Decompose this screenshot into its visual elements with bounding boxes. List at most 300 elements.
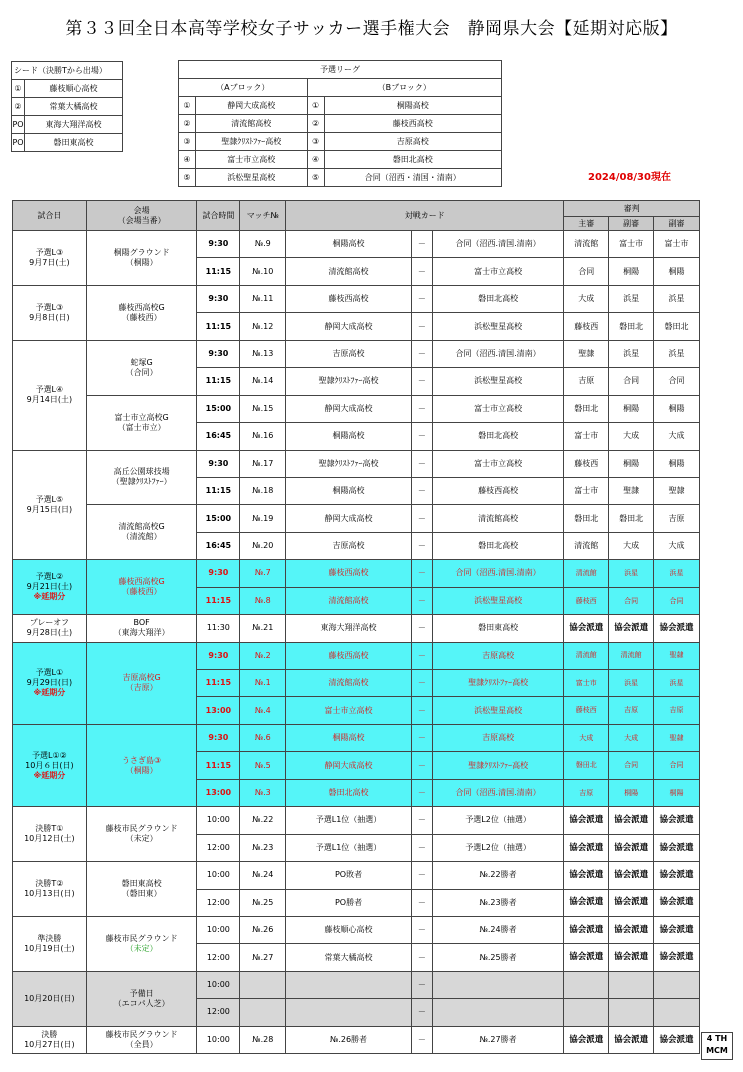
assistant-referee: 桐陽	[654, 779, 700, 806]
versus-dash-text: －	[417, 1034, 426, 1044]
referee-assoc: 協会派遣	[654, 889, 700, 916]
match-date-line: 決勝	[41, 1029, 58, 1039]
match-date-cell	[13, 724, 87, 806]
venue-duty: （吉原）	[125, 683, 158, 693]
match-date-cell	[13, 916, 87, 971]
away-team: 合同（沼西.清国.清南）	[432, 340, 564, 367]
match-row	[13, 450, 700, 477]
seed-mark: ①	[12, 80, 25, 98]
seed-team: 藤枝順心高校	[25, 80, 123, 98]
versus-dash	[411, 395, 432, 422]
versus-dash-text: －	[417, 952, 426, 962]
block-a-team: 静岡大成高校	[196, 97, 308, 115]
kickoff-time: 12:00	[197, 944, 240, 971]
kickoff-time: 11:15	[197, 670, 240, 697]
assistant-referee: 合同	[654, 587, 700, 614]
main-referee: 富士市	[564, 423, 609, 450]
kickoff-time: 11:15	[197, 477, 240, 504]
venue-cell	[86, 615, 197, 642]
match-row	[13, 862, 700, 889]
match-number: №.7	[240, 560, 286, 587]
home-team: 予選L1位（抽選）	[286, 807, 412, 834]
versus-dash-text: －	[417, 897, 426, 907]
assistant-referee: 桐陽	[609, 779, 654, 806]
match-row	[13, 285, 700, 312]
main-referee: 藤枝西	[564, 450, 609, 477]
match-date-cell	[13, 450, 87, 560]
away-team: 吉原高校	[432, 642, 564, 669]
versus-dash-text: －	[417, 321, 426, 331]
venue-duty: （藤枝西）	[121, 587, 162, 597]
kickoff-time: 10:00	[197, 862, 240, 889]
match-date-line: プレーオフ	[29, 618, 70, 628]
header-asst-ref: 副審	[654, 217, 700, 231]
seed-header: シード（決勝Tから出場）	[12, 62, 123, 80]
assistant-referee: 吉原	[654, 505, 700, 532]
versus-dash	[411, 999, 432, 1026]
versus-dash-text: －	[417, 760, 426, 770]
versus-dash	[411, 724, 432, 751]
assistant-referee: 桐陽	[654, 450, 700, 477]
venue-name: 清流館高校G	[118, 522, 165, 532]
match-date-line: 10月13日(日)	[24, 889, 75, 898]
away-team	[432, 971, 564, 998]
versus-dash-text: －	[417, 486, 426, 496]
assistant-referee: 桐陽	[654, 395, 700, 422]
assistant-referee: 合同	[609, 368, 654, 395]
assistant-referee: 聖隷	[654, 724, 700, 751]
match-number: №.5	[240, 752, 286, 779]
postponed-note: ※延期分	[33, 770, 66, 780]
venue-name: 藤枝市民グラウンド	[105, 933, 178, 943]
away-team: 聖隷ｸﾘｽﾄﾌｧｰ高校	[432, 752, 564, 779]
seed-mark: PO	[12, 116, 25, 134]
match-number: №.27	[240, 944, 286, 971]
match-row	[13, 916, 700, 943]
referee-assoc: 協会派遣	[609, 889, 654, 916]
assistant-referee: 桐陽	[654, 258, 700, 285]
header-date: 試合日	[13, 201, 87, 231]
referee-assoc: 協会派遣	[609, 944, 654, 971]
versus-dash	[411, 862, 432, 889]
kickoff-time: 15:00	[197, 505, 240, 532]
home-team: 吉原高校	[286, 532, 412, 559]
venue-cell	[86, 285, 197, 340]
versus-dash	[411, 532, 432, 559]
seed-mark: ②	[12, 98, 25, 116]
main-referee: 磐田北	[564, 395, 609, 422]
main-referee: 清流館	[564, 532, 609, 559]
versus-dash	[411, 368, 432, 395]
venue-cell	[86, 340, 197, 395]
match-number: №.8	[240, 587, 286, 614]
match-number: №.26	[240, 916, 286, 943]
versus-dash	[411, 313, 432, 340]
match-row	[13, 340, 700, 367]
match-row	[13, 615, 700, 642]
away-team: 富士市立高校	[432, 258, 564, 285]
match-number: №.3	[240, 779, 286, 806]
away-team: 浜松聖星高校	[432, 697, 564, 724]
venue-cell	[86, 642, 197, 724]
versus-dash-text: －	[417, 705, 426, 715]
versus-dash	[411, 423, 432, 450]
venue-name: BOF	[133, 618, 150, 628]
main-referee: 磐田北	[564, 505, 609, 532]
away-team: 予選L2位（抽選）	[432, 834, 564, 861]
match-row	[13, 395, 700, 422]
away-team: 合同（沼西.清国.清南）	[432, 779, 564, 806]
assistant-referee: 富士市	[654, 231, 700, 258]
home-team: 桐陽高校	[286, 423, 412, 450]
referee-assoc: 協会派遣	[609, 807, 654, 834]
block-b-header: （Bブロック）	[307, 79, 501, 97]
home-team: №.26勝者	[286, 1026, 412, 1053]
home-team	[286, 971, 412, 998]
postponed-note: ※延期分	[33, 592, 66, 602]
venue-duty: （磐田東）	[121, 889, 162, 898]
home-team: 聖隷ｸﾘｽﾄﾌｧｰ高校	[286, 368, 412, 395]
venue-cell	[86, 231, 197, 286]
match-date-line: 9月15日(日)	[26, 504, 73, 514]
match-number: №.24	[240, 862, 286, 889]
assistant-referee: 大成	[609, 532, 654, 559]
match-date-line: 10月12日(土)	[24, 834, 75, 844]
match-date-line: 予選L④	[35, 385, 64, 395]
assistant-referee: 大成	[654, 532, 700, 559]
match-row	[13, 231, 700, 258]
block-a-team: 浜松聖星高校	[196, 169, 308, 187]
as-of-date: 2024/08/30現在	[588, 172, 671, 183]
home-team: 藤枝西高校	[286, 285, 412, 312]
match-row	[13, 724, 700, 751]
kickoff-time: 16:45	[197, 532, 240, 559]
kickoff-time: 11:15	[197, 587, 240, 614]
away-team: 予選L2位（抽選）	[432, 807, 564, 834]
assistant-referee: 聖隷	[609, 477, 654, 504]
versus-dash	[411, 642, 432, 669]
header-venue-label: 会場	[133, 205, 150, 215]
home-team: 吉原高校	[286, 340, 412, 367]
assistant-referee: 浜星	[654, 285, 700, 312]
versus-dash-text: －	[417, 568, 426, 578]
venue-cell	[86, 724, 197, 806]
match-number: №.11	[240, 285, 286, 312]
referee-assoc: 協会派遣	[654, 615, 700, 642]
main-referee	[564, 971, 609, 998]
match-number: №.21	[240, 615, 286, 642]
versus-dash	[411, 587, 432, 614]
seed-table	[11, 61, 123, 152]
versus-dash	[411, 807, 432, 834]
assistant-referee: 富士市	[609, 231, 654, 258]
match-date-cell	[13, 971, 87, 1026]
home-team: 静岡大成高校	[286, 505, 412, 532]
versus-dash-text: －	[417, 513, 426, 523]
venue-name: 桐陽グラウンド	[113, 247, 170, 257]
home-team: 清流館高校	[286, 670, 412, 697]
versus-dash	[411, 560, 432, 587]
kickoff-time: 16:45	[197, 423, 240, 450]
home-team: PO敗者	[286, 862, 412, 889]
block-b-team: 吉原高校	[324, 133, 501, 151]
referee-assoc: 協会派遣	[654, 862, 700, 889]
match-number: №.18	[240, 477, 286, 504]
venue-name: 蛇塚G	[130, 357, 153, 367]
match-number: №.16	[240, 423, 286, 450]
assistant-referee: 浜星	[654, 670, 700, 697]
away-team: 清流館高校	[432, 505, 564, 532]
block-a-header: （Aブロック）	[179, 79, 308, 97]
match-date-cell	[13, 560, 87, 615]
venue-duty: （桐陽）	[125, 765, 158, 775]
match-row	[13, 1026, 700, 1053]
main-referee: 富士市	[564, 670, 609, 697]
home-team: 静岡大成高校	[286, 752, 412, 779]
match-row	[13, 807, 700, 834]
versus-dash-text: －	[417, 733, 426, 743]
match-date-line: 決勝T②	[35, 879, 64, 888]
versus-dash-text: －	[417, 623, 426, 633]
header-main-ref: 主審	[564, 217, 609, 231]
assistant-referee: 聖隷	[654, 477, 700, 504]
kickoff-time: 13:00	[197, 697, 240, 724]
away-team: 磐田北高校	[432, 423, 564, 450]
assistant-referee: 合同	[609, 587, 654, 614]
block-b-team: 藤枝西高校	[324, 115, 501, 133]
versus-dash	[411, 477, 432, 504]
match-date-line: 10月６日(日)	[25, 760, 74, 770]
main-referee: 清流館	[564, 642, 609, 669]
main-referee: 大成	[564, 724, 609, 751]
home-team: 桐陽高校	[286, 477, 412, 504]
home-team: PO勝者	[286, 889, 412, 916]
referee-assoc: 協会派遣	[654, 944, 700, 971]
league-mark: ③	[179, 133, 196, 151]
main-referee: 聖隷	[564, 340, 609, 367]
venue-cell	[86, 862, 197, 917]
away-team: 磐田東高校	[432, 615, 564, 642]
venue-name: 藤枝西高校G	[118, 577, 165, 587]
referee-assoc: 協会派遣	[609, 916, 654, 943]
match-date-line: 9月8日(日)	[29, 312, 70, 322]
home-team: 東海大翔洋高校	[286, 615, 412, 642]
home-team: 藤枝西高校	[286, 560, 412, 587]
main-referee: 合同	[564, 258, 609, 285]
main-referee: 磐田北	[564, 752, 609, 779]
postponed-note: ※延期分	[33, 688, 66, 698]
league-mark: ①	[307, 97, 324, 115]
versus-dash-text: －	[417, 458, 426, 468]
corner-note-line: MCM	[706, 1046, 728, 1055]
kickoff-time: 10:00	[197, 971, 240, 998]
kickoff-time: 9:30	[197, 450, 240, 477]
match-date-line: 9月28日(土)	[26, 628, 73, 638]
assistant-referee: 浜星	[609, 670, 654, 697]
assistant-referee	[654, 971, 700, 998]
assistant-referee: 合同	[609, 752, 654, 779]
match-date-cell	[13, 615, 87, 642]
referee-assoc: 協会派遣	[564, 944, 609, 971]
assistant-referee: 合同	[654, 368, 700, 395]
schedule-table	[12, 200, 700, 1054]
versus-dash	[411, 285, 432, 312]
header-venue	[86, 201, 197, 231]
assistant-referee	[654, 999, 700, 1026]
assistant-referee: 浜星	[609, 285, 654, 312]
match-date-cell	[13, 807, 87, 862]
referee-assoc: 協会派遣	[609, 615, 654, 642]
away-team: 吉原高校	[432, 724, 564, 751]
match-number: №.15	[240, 395, 286, 422]
away-team: №.22勝者	[432, 862, 564, 889]
match-number: №.22	[240, 807, 286, 834]
header-card: 対戦カード	[286, 201, 564, 231]
league-mark: ②	[307, 115, 324, 133]
away-team: 合同（沼西.清国.清南）	[432, 560, 564, 587]
venue-cell	[86, 916, 197, 971]
referee-assoc: 協会派遣	[654, 1026, 700, 1053]
match-number: №.10	[240, 258, 286, 285]
assistant-referee: 浜星	[609, 560, 654, 587]
match-date-line: 予選L①	[35, 668, 64, 678]
versus-dash	[411, 258, 432, 285]
main-referee: 清流館	[564, 560, 609, 587]
away-team: 磐田北高校	[432, 532, 564, 559]
venue-name: 富士市立高校G	[114, 412, 169, 422]
away-team: №.23勝者	[432, 889, 564, 916]
match-row	[13, 505, 700, 532]
home-team: 桐陽高校	[286, 724, 412, 751]
away-team	[432, 999, 564, 1026]
kickoff-time: 11:15	[197, 313, 240, 340]
referee-assoc: 協会派遣	[564, 889, 609, 916]
match-number: №.23	[240, 834, 286, 861]
kickoff-time: 10:00	[197, 916, 240, 943]
home-team: 清流館高校	[286, 587, 412, 614]
home-team: 藤枝西高校	[286, 642, 412, 669]
assistant-referee: 大成	[609, 724, 654, 751]
versus-dash-text: －	[417, 431, 426, 441]
venue-cell	[86, 1026, 197, 1053]
match-number	[240, 999, 286, 1026]
match-date-line: 予選L⑤	[35, 494, 64, 504]
home-team: 清流館高校	[286, 258, 412, 285]
assistant-referee: 磐田北	[654, 313, 700, 340]
referee-assoc: 協会派遣	[564, 862, 609, 889]
assistant-referee: 桐陽	[609, 258, 654, 285]
referee-assoc: 協会派遣	[564, 807, 609, 834]
match-date-cell	[13, 862, 87, 917]
versus-dash	[411, 971, 432, 998]
versus-dash	[411, 834, 432, 861]
referee-assoc: 協会派遣	[564, 834, 609, 861]
assistant-referee: 磐田北	[609, 313, 654, 340]
versus-dash	[411, 340, 432, 367]
league-mark: ④	[179, 151, 196, 169]
league-mark: ③	[307, 133, 324, 151]
match-number: №.6	[240, 724, 286, 751]
main-referee: 富士市	[564, 477, 609, 504]
seed-team: 常葉大橘高校	[25, 98, 123, 116]
venue-name: 藤枝西高校G	[118, 302, 165, 312]
kickoff-time: 15:00	[197, 395, 240, 422]
versus-dash-text: －	[417, 925, 426, 935]
match-date-cell	[13, 642, 87, 724]
assistant-referee: 浜星	[654, 340, 700, 367]
venue-duty: （桐陽）	[125, 257, 158, 267]
versus-dash	[411, 697, 432, 724]
corner-note	[701, 1032, 733, 1060]
kickoff-time: 9:30	[197, 231, 240, 258]
venue-cell	[86, 505, 197, 560]
header-referee: 審判	[564, 201, 700, 217]
venue-duty: （藤枝西）	[121, 312, 162, 322]
seed-mark: PO	[12, 134, 25, 152]
away-team: 浜松聖星高校	[432, 313, 564, 340]
match-date-cell	[13, 340, 87, 450]
match-number: №.17	[240, 450, 286, 477]
corner-note-line: 4 TH	[706, 1034, 728, 1043]
match-date-line: 予選L③	[35, 247, 64, 257]
main-referee: 藤枝西	[564, 313, 609, 340]
assistant-referee: 大成	[654, 423, 700, 450]
match-date-line: 10月19日(土)	[24, 943, 75, 953]
main-referee	[564, 999, 609, 1026]
venue-name: うさぎ島③	[122, 755, 162, 765]
home-team: 桐陽高校	[286, 231, 412, 258]
kickoff-time: 12:00	[197, 999, 240, 1026]
match-number: №.1	[240, 670, 286, 697]
match-number: №.25	[240, 889, 286, 916]
venue-name: 藤枝市民グラウンド	[105, 1029, 178, 1039]
league-header: 予選リーグ	[179, 61, 502, 79]
versus-dash	[411, 944, 432, 971]
kickoff-time: 12:00	[197, 889, 240, 916]
match-date-cell	[13, 231, 87, 286]
match-date-line: 9月29日(日)	[26, 678, 73, 688]
assistant-referee: 桐陽	[609, 450, 654, 477]
versus-dash	[411, 779, 432, 806]
versus-dash	[411, 916, 432, 943]
league-table	[178, 60, 502, 187]
versus-dash-text: －	[417, 348, 426, 358]
home-team: 静岡大成高校	[286, 313, 412, 340]
assistant-referee	[609, 999, 654, 1026]
versus-dash-text: －	[417, 403, 426, 413]
header-asst-ref: 副審	[609, 217, 654, 231]
home-team	[286, 999, 412, 1026]
venue-duty: （エコパ人芝）	[113, 998, 170, 1008]
referee-assoc: 協会派遣	[654, 807, 700, 834]
venue-name: 吉原高校G	[122, 673, 161, 683]
match-date-line: 予選L②	[35, 572, 64, 582]
block-b-team: 合同（沼西・清国・清南）	[324, 169, 501, 187]
versus-dash-text: －	[417, 980, 426, 990]
match-date-line: 決勝T①	[35, 824, 64, 834]
venue-duty: （未定）	[125, 834, 158, 844]
referee-assoc: 協会派遣	[654, 834, 700, 861]
match-row	[13, 971, 700, 998]
assistant-referee: 浜星	[609, 340, 654, 367]
kickoff-time: 11:15	[197, 368, 240, 395]
kickoff-time: 11:30	[197, 615, 240, 642]
referee-assoc: 協会派遣	[654, 916, 700, 943]
main-referee: 大成	[564, 285, 609, 312]
home-team: 磐田北高校	[286, 779, 412, 806]
league-mark: ①	[179, 97, 196, 115]
venue-duty: （未定）	[125, 943, 158, 953]
